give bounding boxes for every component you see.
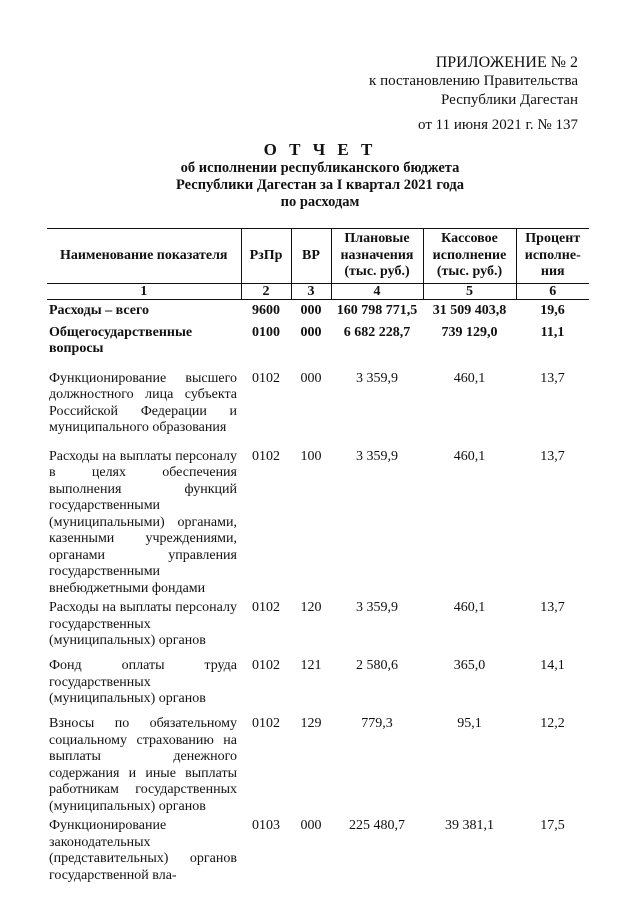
header-percent: Процент исполне-ния [516, 229, 589, 284]
row-name: Функционирование законодательных (представительных) органов государственной вла- [49, 818, 237, 883]
column-number: 2 [241, 284, 291, 300]
report-heading [0, 140, 640, 211]
row-rzpr: 0102 [252, 600, 280, 615]
row-name: Фонд оплаты труда государственных (муниципальных) органов [49, 658, 237, 706]
row-rzpr: 9600 [252, 303, 280, 318]
row-percent: 17,5 [540, 818, 565, 833]
appendix-line: Республики Дагестан [441, 92, 578, 108]
row-cash: 95,1 [457, 716, 482, 731]
column-number: 6 [516, 284, 589, 300]
row-name: Взносы по обязательному социальному страхованию на выплаты денежного содержания и иные выплаты работникам государственных (муниципальных) органов [49, 716, 237, 814]
table-row [47, 300, 589, 322]
row-vr: 129 [300, 716, 322, 731]
header-cash: Кассовое исполнение (тыс. руб.) [423, 229, 516, 284]
row-percent: 13,7 [540, 600, 565, 615]
row-cash: 365,0 [453, 658, 486, 673]
row-planned: 160 798 771,5 [336, 303, 418, 318]
row-vr: 120 [300, 600, 322, 615]
appendix-block [369, 53, 578, 135]
row-rzpr: 0103 [252, 818, 280, 833]
header-planned: Плановые назначения (тыс. руб.) [331, 229, 423, 284]
row-cash: 31 509 403,8 [432, 303, 507, 318]
table-row [47, 815, 589, 884]
column-number: 4 [331, 284, 423, 300]
table-row [47, 655, 589, 713]
row-vr: 000 [300, 324, 322, 340]
row-planned: 3 359,9 [356, 370, 398, 386]
row-cash: 39 381,1 [445, 818, 494, 833]
header-vr: ВР [291, 229, 331, 284]
report-subtitle: Республики Дагестан за I квартал 2021 года [175, 177, 465, 193]
column-number: 1 [47, 284, 241, 300]
row-name: Функционирование высшего должностного лица субъекта Российской Федерации и муниципального образования [49, 370, 237, 435]
row-planned: 3 359,9 [356, 600, 398, 615]
appendix-line: к постановлению Правительства [369, 73, 578, 89]
row-planned: 3 359,9 [356, 448, 398, 464]
row-cash: 460,1 [453, 600, 486, 615]
table-row [47, 446, 589, 598]
table-row [47, 368, 589, 446]
report-subtitle: по расходам [280, 194, 360, 210]
row-cash: 739 129,0 [441, 324, 498, 340]
table-row [47, 322, 589, 368]
row-percent: 12,2 [540, 716, 565, 731]
row-planned: 2 580,6 [356, 658, 398, 673]
row-cash: 460,1 [453, 448, 486, 464]
column-number: 3 [291, 284, 331, 300]
expenses-table [47, 228, 589, 884]
row-vr: 000 [300, 818, 322, 833]
row-name: Расходы на выплаты персоналу государственных (муниципальных) органов [49, 600, 237, 648]
row-name: Общегосударственные вопросы [49, 324, 193, 356]
report-title: О Т Ч Е Т [263, 140, 377, 159]
row-planned: 225 480,7 [349, 818, 405, 833]
row-vr: 000 [300, 303, 322, 318]
table-row [47, 713, 589, 815]
appendix-title: ПРИЛОЖЕНИЕ № 2 [435, 54, 578, 71]
row-percent: 11,1 [540, 324, 565, 340]
row-rzpr: 0102 [252, 658, 280, 673]
row-rzpr: 0100 [252, 324, 280, 340]
header-rzpr: РзПр [241, 229, 291, 284]
row-vr: 100 [300, 448, 322, 464]
row-percent: 14,1 [540, 658, 565, 673]
row-percent: 13,7 [540, 370, 565, 386]
row-rzpr: 0102 [252, 448, 280, 464]
row-name: Расходы на выплаты персоналу в целях обеспечения выполнения функций государственными (муниципальными) органами, казенными учреждениями, органами управления государственными внебюджетными фондами [49, 448, 237, 596]
table-row [47, 597, 589, 655]
header-name: Наименование показателя [47, 229, 241, 284]
row-rzpr: 0102 [252, 716, 280, 731]
row-vr: 121 [300, 658, 322, 673]
row-percent: 13,7 [540, 448, 565, 464]
row-name: Расходы – всего [49, 303, 149, 318]
row-planned: 6 682 228,7 [343, 324, 411, 340]
column-number: 5 [423, 284, 516, 300]
appendix-date: от 11 июня 2021 г. № 137 [418, 117, 578, 133]
row-cash: 460,1 [453, 370, 486, 386]
row-rzpr: 0102 [252, 370, 280, 386]
row-planned: 779,3 [361, 716, 393, 731]
report-subtitle: об исполнении республиканского бюджета [180, 160, 460, 176]
row-vr: 000 [300, 370, 322, 386]
row-percent: 19,6 [540, 303, 565, 318]
